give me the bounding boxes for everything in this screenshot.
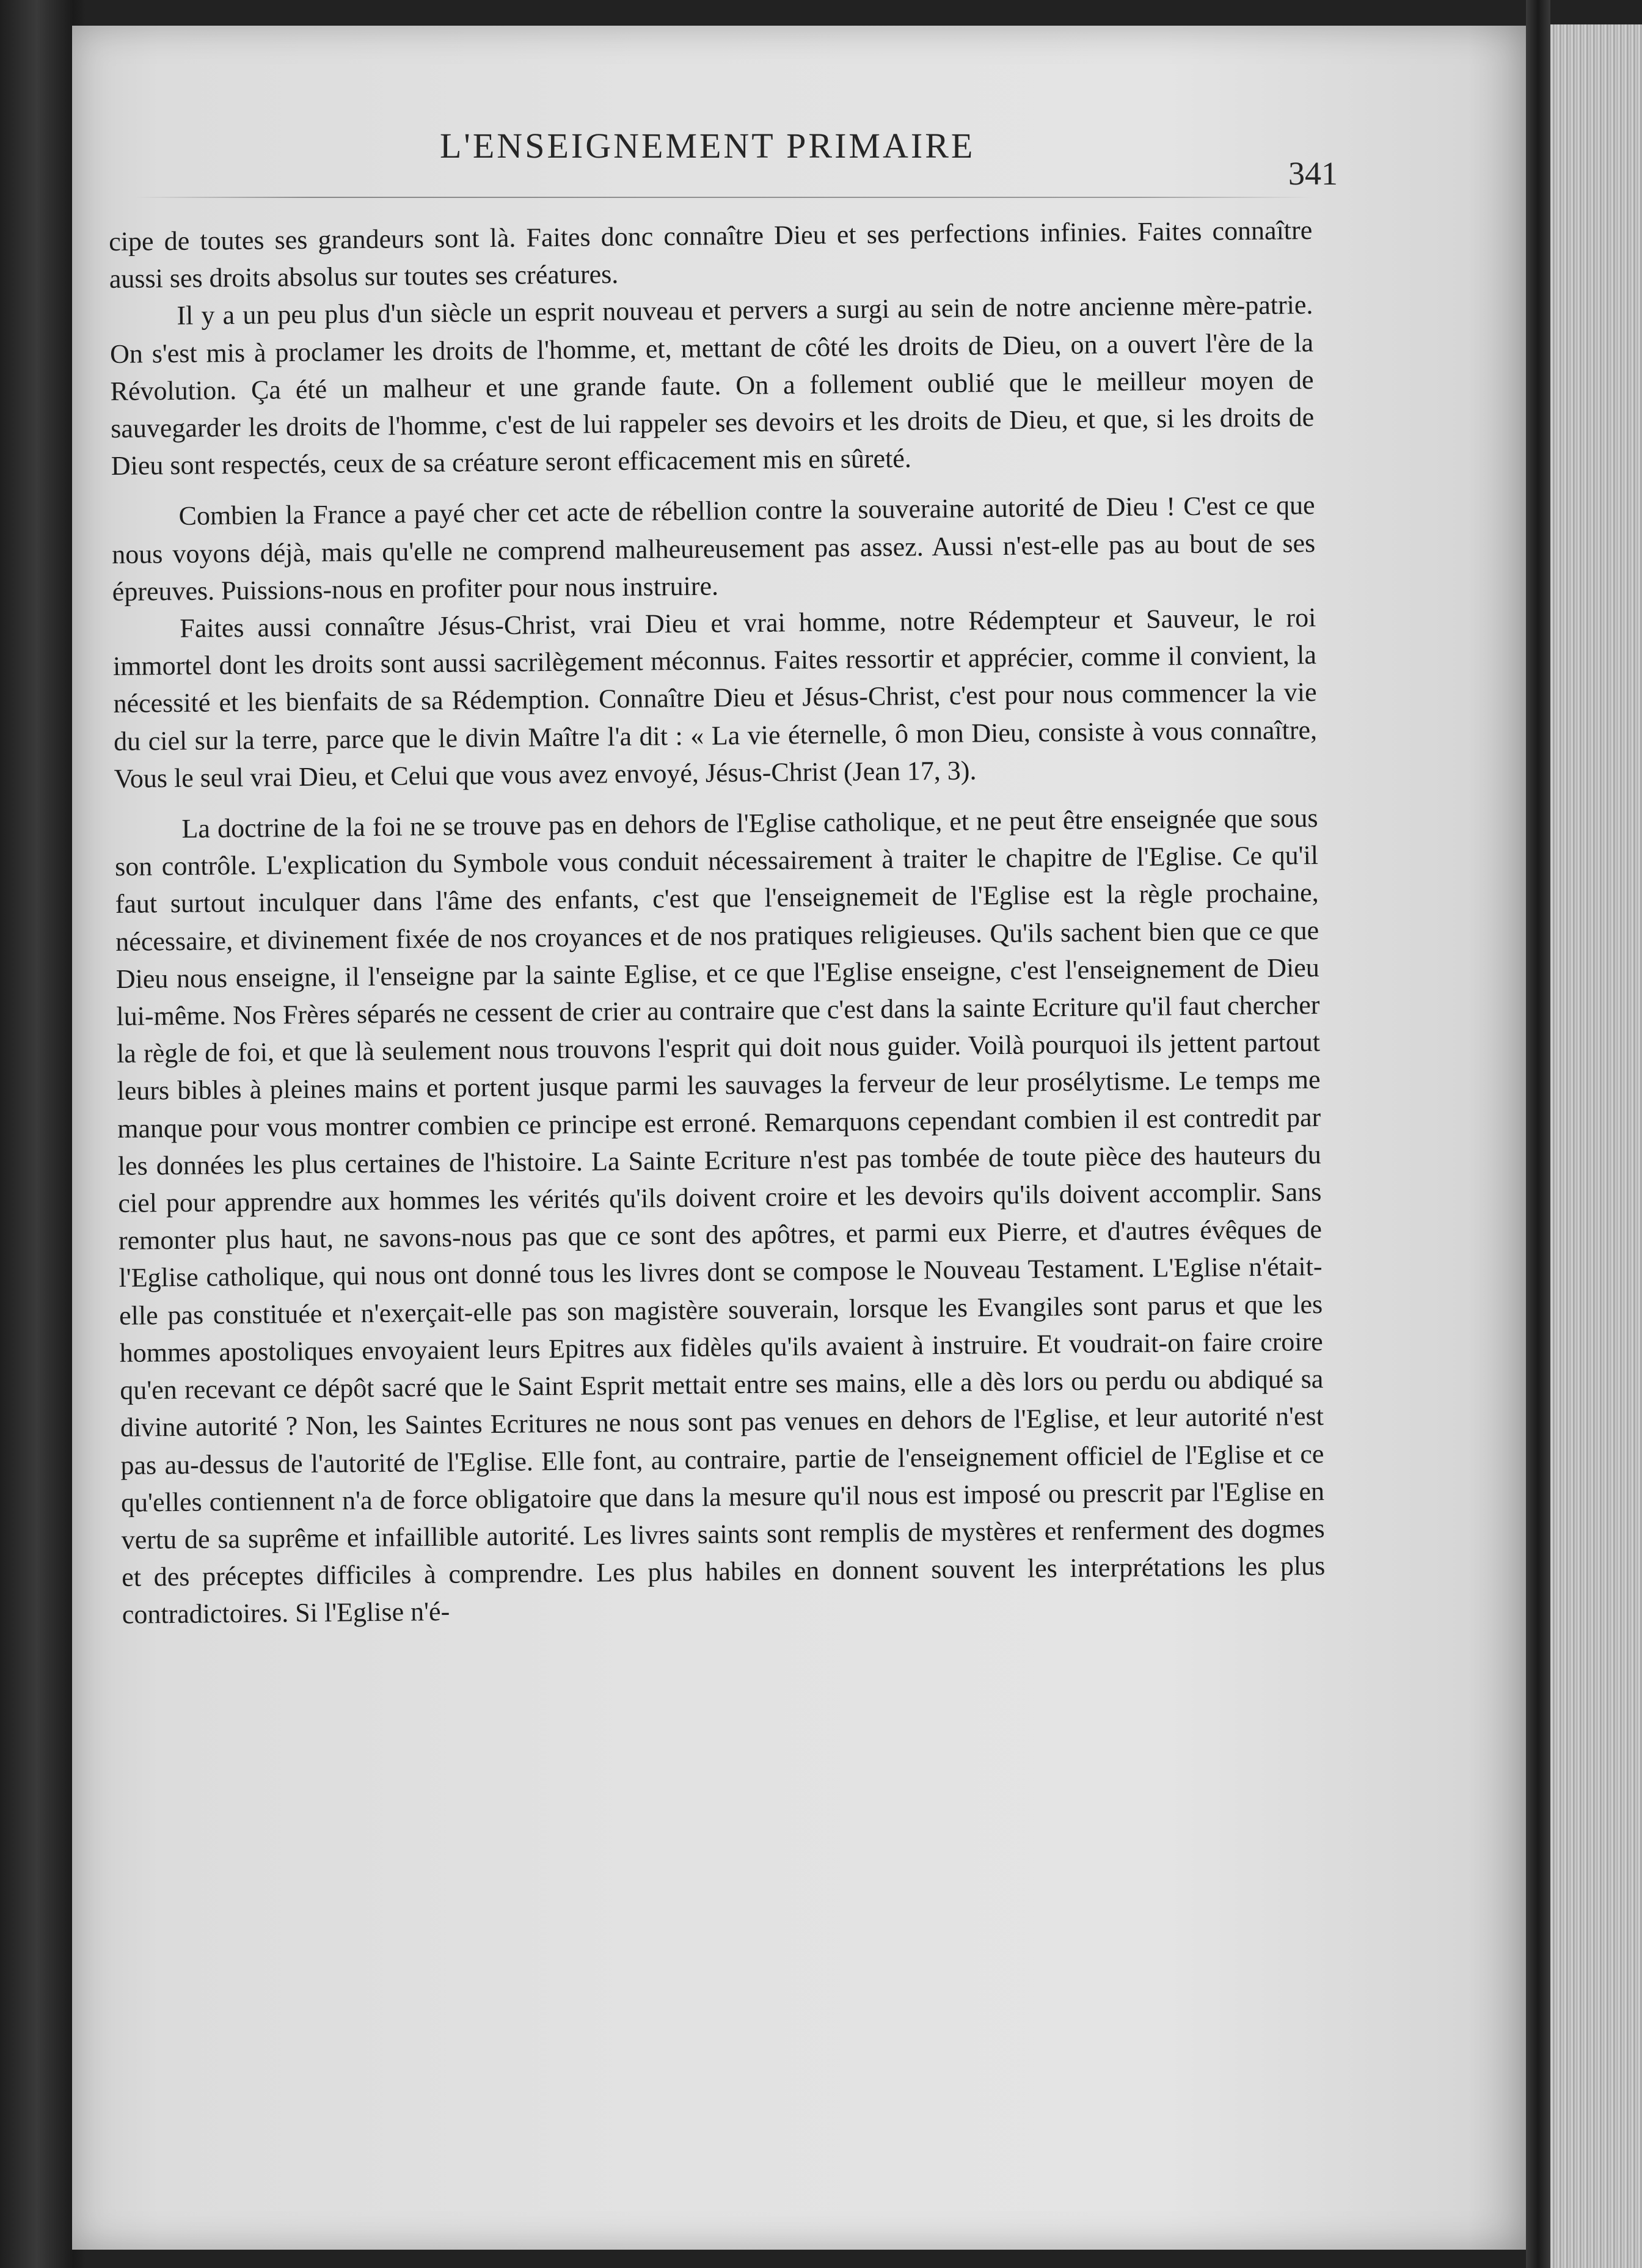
- paragraph: Il y a un peu plus d'un siècle un esprit nouveau et pervers a surgi au sein de notre ancienne mère-patrie. On s'est mis à proclamer les droits de l'homme, et, mettant de côté les droits de Dieu, on a ouvert l'ère de la Révolution. Ça été un malheur et une grande faute. On a follement oublié que le meilleur moyen de sauvegarder les droits de l'homme, c'est de lui rappeler ses devoirs et les droits de Dieu, et que, si les droits de Dieu sont respectés, ceux de sa créature seront efficacement mis en sûreté.: [109, 290, 1315, 481]
- body-text: [109, 211, 1326, 1633]
- paragraph: La doctrine de la foi ne se trouve pas en dehors de l'Eglise catholique, et ne peut être enseignée que sous son contrôle. L'explication du Symbole vous conduit nécessairement à traiter le chapitre de l'Eglise. Ce qu'il faut surtout inculquer dans l'âme des enfants, c'est que l'enseignemeit de l'Eglise est la règle prochaine, nécessaire, et divinement fixée de nos croyances et de nos pratiques religieuses. Qu'ils sachent bien que ce que Dieu nous enseigne, il l'enseigne par la sainte Eglise, et ce que l'Eglise enseigne, c'est l'enseignement de Dieu lui-même. Nos Frères séparés ne cessent de crier au contraire que c'est dans la sainte Ecriture qu'il faut chercher la règle de foi, et que là seulement nous trouvons l'esprit qui doit nous guider. Voilà pourquoi ils jettent partout leurs bibles à pleines mains et portent jusque parmi les sauvages la ferveur de leur prosélytisme. Le temps me manque pour vous montrer combien ce principe est erroné. Remarquons cependant combien il est contredit par les données les plus certaines de l'histoire. La Sainte Ecriture n'est pas tombée de toute pièce des hauteurs du ciel pour apprendre aux hommes les vérités qu'ils doivent croire et les devoirs qu'ils doivent accomplir. Sans remonter plus haut, ne savons-nous pas que ce sont des apôtres, et parmi eux Pierre, et d'autres évêques de l'Eglise catholique, qui nous ont donné tous les livres dont se compose le Nouveau Testament. L'Eglise n'était-elle pas constituée et n'exerçait-elle pas son magistère souverain, lorsque les Evangiles sont parus et que les hommes apostoliques envoyaient leurs Epitres aux fidèles qu'ils avaient à instruire. Et voudrait-on faire croire qu'en recevant ce dépôt sacré que le Saint Esprit mettait entre ses mains, elle a dès lors ou perdu ou abdiqué sa divine autorité ? Non, les Saintes Ecritures ne nous sont pas venues en dehors de l'Eglise, et leur autorité n'est pas au-dessus de l'autorité de l'Eglise. Elle font, au contraire, partie de l'enseignement officiel de l'Eglise et ce qu'elles contiennent n'a de force obligatoire que dans la mesure qu'il nous est imposé ou prescrit par l'Eglise en vertu de sa suprême et infaillible autorité. Les livres saints sont remplis de mystères et renferment des dogmes et des préceptes difficiles à comprendre. Les plus habiles en donnent souvent les interprétations les plus contradictoires. Si l'Eglise n'é-: [114, 803, 1326, 1630]
- running-title: L'ENSEIGNEMENT PRIMAIRE: [440, 126, 976, 166]
- paragraph-continuation: cipe de toutes ses grandeurs sont là. Faites donc connaître Dieu et ses perfections infinies. Faites connaître aussi ses droits absolus sur toutes ses créatures.: [109, 215, 1313, 294]
- page-number: 341: [1288, 155, 1338, 192]
- paragraph: Faites aussi connaître Jésus-Christ, vrai Dieu et vrai homme, notre Rédempteur et Sauveur, le roi immortel dont les droits sont aussi sacrilègement méconnus. Faites ressortir et apprécier, comme il convient, la nécessité et les bienfaits de sa Rédemption. Connaître Dieu et Jésus-Christ, c'est pour nous commencer la vie du ciel sur la terre, parce que le divin Maître l'a dit : « La vie éternelle, ô mon Dieu, consiste à vous connaître, Vous le seul vrai Dieu, et Celui que vous avez envoyé, Jésus-Christ (Jean 17, 3).: [112, 602, 1318, 794]
- page-header: [110, 125, 1338, 192]
- page-edges: [1550, 24, 1642, 2268]
- book-gutter: [1526, 0, 1550, 2268]
- header-rule: [134, 197, 1313, 198]
- paragraph: Combien la France a payé cher cet acte de rébellion contre la souveraine autorité de Dieu ! C'est ce que nous voyons déjà, mais qu'elle ne comprend malheureusement pas assez. Aussi n'est-elle pas au bout de ses épreuves. Puissions-nous en profiter pour nous instruire.: [111, 490, 1316, 607]
